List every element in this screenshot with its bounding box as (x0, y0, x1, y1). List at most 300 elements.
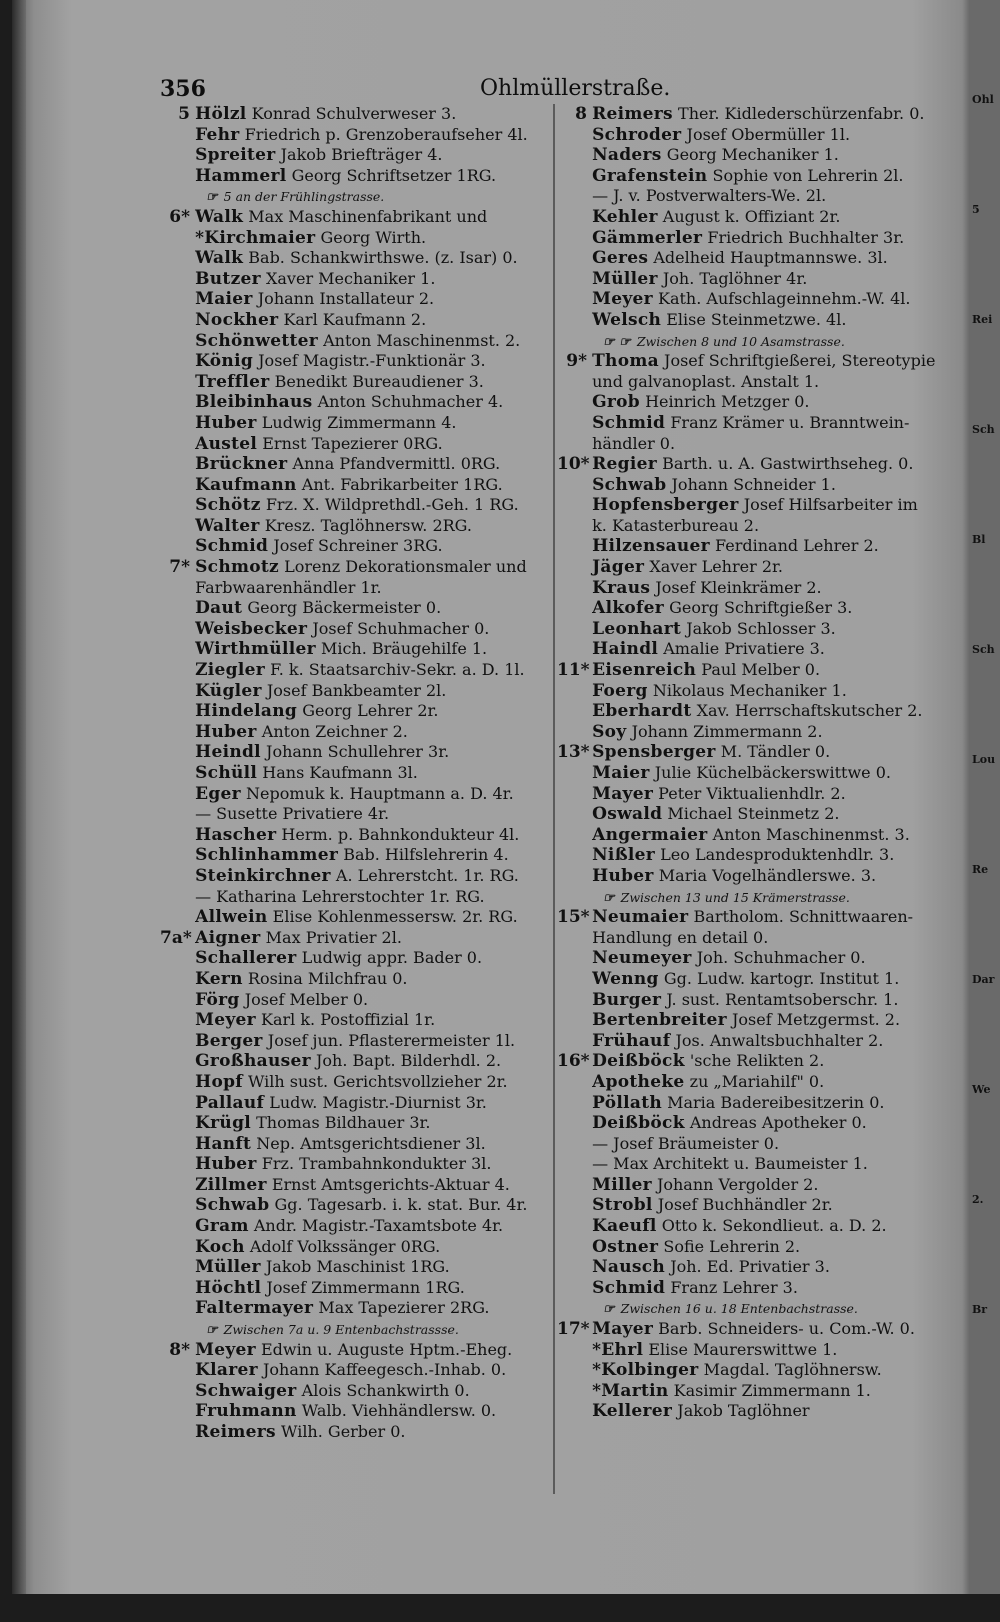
directory-entry (160, 660, 550, 681)
resident-details: Walb. Viehhändlersw. 0. (301, 1401, 497, 1421)
directory-entry (557, 1381, 967, 1402)
margin-fragment: Ohl (972, 93, 994, 106)
resident-surname: Bleibinhaus (195, 392, 313, 413)
resident-details: Mich. Bräugehilfe 1. (320, 639, 488, 659)
resident-surname: Huber (195, 1154, 257, 1175)
resident-details: Friedrich Buchhalter 3r. (707, 227, 905, 247)
resident-surname: Kaufmann (195, 474, 297, 495)
resident-surname: Strobl (592, 1195, 653, 1216)
resident-details: Andreas Apotheker 0. (689, 1113, 867, 1133)
resident-details: Georg Lehrer 2r. (302, 701, 439, 721)
directory-entry (557, 845, 967, 866)
resident-surname: König (195, 351, 254, 372)
directory-entry (160, 887, 550, 908)
resident-surname: Angermaier (592, 824, 708, 845)
resident-surname: Weisbecker (195, 618, 308, 639)
directory-entry (160, 1422, 550, 1443)
directory-entry (557, 742, 967, 763)
resident-surname: Jäger (592, 557, 645, 578)
directory-entry (557, 166, 967, 187)
directory-entry (557, 1134, 967, 1155)
resident-surname: Huber (592, 865, 654, 886)
resident-surname: Kaeufl (592, 1216, 657, 1237)
resident-surname: Huber (195, 721, 257, 742)
directory-entry (160, 413, 550, 434)
resident-surname: Hopf (195, 1071, 243, 1092)
resident-surname: Hindelang (195, 701, 298, 722)
resident-details: Nep. Amtsgerichtsdiener 3l. (256, 1133, 486, 1153)
resident-surname: Regier (592, 454, 657, 475)
directory-entry (160, 681, 550, 702)
street-crossing-note (160, 186, 550, 207)
resident-surname: Großhauser (195, 1051, 311, 1072)
resident-details: händler 0. (592, 433, 676, 453)
directory-entry (160, 1010, 550, 1031)
resident-details: Heinrich Metzger 0. (645, 392, 810, 412)
resident-surname: Neumaier (592, 907, 689, 928)
directory-entry (557, 1010, 967, 1031)
directory-entry (160, 763, 550, 784)
directory-entry (557, 145, 967, 166)
resident-details: Sofie Lehrerin 2. (663, 1236, 801, 1256)
page-number: 356 (160, 76, 206, 102)
column-divider (553, 104, 555, 1494)
resident-details: Elise Steinmetzwe. 4l. (666, 309, 847, 329)
resident-surname: Naders (592, 145, 662, 166)
directory-entry (160, 722, 550, 743)
resident-surname: Grafenstein (592, 165, 708, 186)
directory-entry (160, 825, 550, 846)
house-number: 13* (557, 742, 590, 763)
directory-entry (160, 331, 550, 352)
resident-surname: Allwein (195, 907, 268, 928)
directory-entry (557, 763, 967, 784)
directory-entry (160, 1381, 550, 1402)
resident-details: Joh. Bapt. Bilderhdl. 2. (316, 1051, 502, 1071)
resident-details: Josef jun. Pflasterermeister 1l. (267, 1030, 516, 1050)
directory-entry (160, 598, 550, 619)
resident-surname: Berger (195, 1030, 263, 1051)
directory-entry (160, 804, 550, 825)
resident-details: Georg Wirth. (320, 227, 427, 247)
directory-entry (557, 248, 967, 269)
resident-surname: Hascher (195, 824, 277, 845)
directory-entry (160, 1278, 550, 1299)
note-text: Zwischen 16 u. 18 Entenbachstrasse. (620, 1301, 858, 1317)
pointing-hand-icon: ☞ (206, 190, 218, 206)
resident-details: Leo Landesproduktenhdlr. 3. (660, 845, 895, 865)
directory-entry (557, 1401, 967, 1422)
directory-entry (557, 207, 967, 228)
resident-surname: Gämmerler (592, 227, 703, 248)
margin-fragment: Sch (972, 423, 995, 436)
directory-entry (160, 269, 550, 290)
directory-entry (160, 907, 550, 928)
resident-surname: Neumeyer (592, 948, 692, 969)
directory-entry (160, 639, 550, 660)
resident-details: Edwin u. Auguste Hptm.-Eheg. (260, 1339, 513, 1359)
directory-entry (160, 1175, 550, 1196)
directory-entry (160, 516, 550, 537)
resident-surname: Schmid (592, 412, 666, 433)
directory-entry (160, 1298, 550, 1319)
directory-entry (557, 1031, 967, 1052)
resident-details: Anton Maschinenmst. 2. (323, 330, 521, 350)
directory-entry (160, 351, 550, 372)
adjacent-page-edge (970, 0, 1000, 1594)
directory-entry (160, 784, 550, 805)
resident-details: M. Tändler 0. (720, 742, 831, 762)
resident-details: Ludw. Magistr.-Diurnist 3r. (269, 1092, 487, 1112)
resident-details: Jakob Schlosser 3. (686, 618, 836, 638)
resident-details: Jos. Anwaltsbuchhalter 2. (675, 1030, 884, 1050)
resident-details: — Katharina Lehrerstochter 1r. RG. (195, 886, 485, 906)
resident-surname: Klarer (195, 1360, 258, 1381)
resident-details: Josef Bankbeamter 2l. (266, 680, 447, 700)
resident-surname: Brückner (195, 454, 288, 475)
directory-entry (557, 495, 967, 516)
directory-entry (557, 1175, 967, 1196)
house-number: 7* (169, 557, 190, 578)
resident-details: Adolf Volkssänger 0RG. (249, 1236, 441, 1256)
directory-entry (557, 372, 967, 393)
directory-entry (160, 1093, 550, 1114)
resident-details: Ernst Tapezierer 0RG. (262, 433, 443, 453)
resident-surname: Huber (195, 412, 257, 433)
resident-details: A. Lehrerstcht. 1r. RG. (335, 865, 519, 885)
page-header (160, 76, 970, 104)
resident-surname: Spreiter (195, 145, 276, 166)
resident-details: — J. v. Postverwalters-We. 2l. (592, 186, 827, 206)
directory-entry (557, 1195, 967, 1216)
note-wrapper (557, 334, 845, 349)
directory-entry (557, 1237, 967, 1258)
directory-entry (557, 434, 967, 455)
directory-entry (160, 990, 550, 1011)
resident-details: Anton Maschinenmst. 3. (712, 824, 910, 844)
resident-surname: Soy (592, 721, 627, 742)
left-column (160, 104, 550, 1443)
directory-entry (160, 1113, 550, 1134)
resident-details: Josef Schriftgießerei, Stereotypie (664, 351, 936, 371)
resident-details: Josef Schreiner 3RG. (273, 536, 443, 556)
directory-entry (160, 1340, 550, 1361)
resident-details: Karl k. Postoffizial 1r. (260, 1010, 436, 1030)
resident-details: Kresz. Taglöhnersw. 2RG. (264, 515, 472, 535)
resident-surname: Eberhardt (592, 701, 692, 722)
margin-fragment: We (972, 1083, 991, 1096)
resident-surname: Kern (195, 968, 243, 989)
resident-surname: Zillmer (195, 1174, 267, 1195)
house-number: 8* (169, 1339, 190, 1360)
resident-surname: Koch (195, 1236, 245, 1257)
house-number: 6* (169, 206, 190, 227)
resident-details: Farbwaarenhändler 1r. (195, 577, 382, 597)
resident-details: Johann Schullehrer 3r. (266, 742, 450, 762)
resident-details: Georg Bäckermeister 0. (247, 598, 442, 618)
resident-surname: Gram (195, 1216, 249, 1237)
directory-entry (160, 454, 550, 475)
resident-surname: Foerg (592, 680, 648, 701)
resident-surname: Hammerl (195, 165, 287, 186)
resident-details: Anton Schuhmacher 4. (317, 392, 504, 412)
resident-surname: Miller (592, 1174, 652, 1195)
directory-entry (557, 351, 967, 372)
directory-entry (557, 969, 967, 990)
resident-details: Elise Maurerswittwe 1. (648, 1339, 838, 1359)
resident-surname: Grob (592, 392, 640, 413)
directory-entry (160, 1051, 550, 1072)
margin-fragment: Re (972, 863, 989, 876)
resident-details: Joh. Taglöhner 4r. (662, 268, 808, 288)
directory-entry (557, 392, 967, 413)
resident-details: Adelheid Hauptmannswe. 3l. (653, 248, 888, 268)
resident-surname: Daut (195, 598, 243, 619)
directory-entry (557, 1051, 967, 1072)
note-text: Zwischen 7a u. 9 Entenbachstrassse. (223, 1322, 459, 1338)
resident-details: Georg Schriftgießer 3. (669, 598, 853, 618)
directory-entry (557, 1257, 967, 1278)
directory-entry (557, 1072, 967, 1093)
resident-surname: Kraus (592, 577, 651, 598)
resident-surname: Fruhmann (195, 1401, 297, 1422)
resident-surname: Leonhart (592, 618, 682, 639)
resident-details: F. k. Staatsarchiv-Sekr. a. D. 1l. (270, 660, 525, 680)
directory-entry (557, 948, 967, 969)
directory-entry (557, 784, 967, 805)
directory-entry (160, 207, 550, 228)
resident-surname: Aigner (195, 927, 261, 948)
resident-surname: Fehr (195, 124, 240, 145)
directory-entry (557, 598, 967, 619)
house-number: 11* (557, 660, 590, 681)
directory-entry (557, 578, 967, 599)
resident-surname: Eger (195, 783, 241, 804)
resident-details: Jakob Briefträger 4. (280, 145, 443, 165)
directory-entry (557, 928, 967, 949)
house-number: 17* (557, 1319, 590, 1340)
street-crossing-note (557, 887, 967, 908)
resident-surname: Nockher (195, 309, 279, 330)
resident-surname: Steinkirchner (195, 865, 331, 886)
resident-details: Bab. Hilfslehrerin 4. (343, 845, 509, 865)
resident-surname: Schwab (195, 1195, 270, 1216)
house-number: 7a* (160, 927, 192, 948)
margin-fragment: Sch (972, 643, 995, 656)
resident-surname: Hopfensberger (592, 495, 739, 516)
resident-details: Anna Pfandvermittl. 0RG. (292, 454, 501, 474)
directory-entry (557, 866, 967, 887)
resident-details: Bartholom. Schnittwaaren- (693, 907, 914, 927)
resident-surname: Müller (592, 268, 658, 289)
note-wrapper (557, 1301, 858, 1316)
note-wrapper (160, 189, 384, 204)
resident-surname: Kehler (592, 206, 658, 227)
note-text: Zwischen 13 und 15 Krämerstrasse. (620, 889, 850, 905)
directory-entry (557, 1216, 967, 1237)
directory-entry (160, 1195, 550, 1216)
resident-details: Franz Krämer u. Branntwein- (670, 412, 910, 432)
directory-entry (557, 310, 967, 331)
resident-surname: Kellerer (592, 1401, 673, 1422)
pointing-hand-icon: ☞ (206, 1323, 218, 1339)
resident-details: Xav. Herrschaftskutscher 2. (696, 701, 923, 721)
resident-surname: Geres (592, 248, 649, 269)
resident-surname: Schwab (592, 474, 667, 495)
directory-entry (160, 228, 550, 249)
resident-details: Karl Kaufmann 2. (283, 309, 427, 329)
resident-surname: Burger (592, 989, 662, 1010)
house-number: 16* (557, 1051, 590, 1072)
directory-entry (160, 248, 550, 269)
resident-details: J. sust. Rentamtsoberschr. 1. (666, 989, 899, 1009)
resident-details: Ludwig Zimmermann 4. (261, 412, 457, 432)
directory-entry (557, 1360, 967, 1381)
directory-entry (557, 1113, 967, 1134)
directory-entry (160, 434, 550, 455)
directory-entry (160, 1401, 550, 1422)
resident-details: Nikolaus Mechaniker 1. (652, 680, 847, 700)
resident-details: Kasimir Zimmermann 1. (673, 1380, 871, 1400)
directory-entry (160, 1360, 550, 1381)
resident-details: Max Privatier 2l. (265, 927, 402, 947)
resident-surname: Spensberger (592, 742, 716, 763)
resident-details: Elise Kohlenmessersw. 2r. RG. (272, 907, 518, 927)
resident-surname: Höchtl (195, 1277, 262, 1298)
resident-details: Xaver Lehrer 2r. (649, 557, 783, 577)
directory-entry (160, 310, 550, 331)
resident-surname: Walk (195, 248, 244, 269)
resident-details: Thomas Bildhauer 3r. (256, 1113, 431, 1133)
resident-surname: Deißböck (592, 1051, 685, 1072)
resident-details: Bab. Schankwirthswe. (z. Isar) 0. (248, 248, 518, 268)
pointing-hand-icon: ☞ (603, 890, 615, 906)
resident-details: Josef Zimmermann 1RG. (266, 1277, 465, 1297)
resident-surname: Apotheke (592, 1071, 685, 1092)
resident-details: Johann Kaffeegesch.-Inhab. 0. (262, 1360, 507, 1380)
resident-details: Konrad Schulverweser 3. (251, 104, 457, 123)
resident-surname: Heindl (195, 742, 261, 763)
directory-entry (557, 516, 967, 537)
resident-surname: Treffler (195, 371, 270, 392)
house-number: 5 (178, 104, 190, 124)
resident-details: Ernst Amtsgerichts-Aktuar 4. (271, 1174, 510, 1194)
resident-details: Handlung en detail 0. (592, 927, 769, 947)
resident-details: Andr. Magistr.-Taxamtsbote 4r. (253, 1216, 504, 1236)
directory-entry (160, 928, 550, 949)
resident-surname: Schlinhammer (195, 845, 339, 866)
directory-entry (557, 104, 967, 125)
directory-entry (557, 825, 967, 846)
resident-details: 'sche Relikten 2. (689, 1051, 825, 1071)
resident-surname: Alkofer (592, 598, 665, 619)
resident-surname: Schötz (195, 495, 261, 516)
directory-entry (160, 969, 550, 990)
resident-details: k. Katasterbureau 2. (592, 515, 760, 535)
directory-entry (557, 536, 967, 557)
directory-entry (557, 289, 967, 310)
resident-surname: Wirthmüller (195, 639, 316, 660)
resident-details: Maria Vogelhändlerswe. 3. (658, 865, 877, 885)
resident-surname: Walk (195, 206, 244, 227)
resident-details: Michael Steinmetz 2. (667, 804, 840, 824)
resident-details: Johann Installateur 2. (257, 289, 435, 309)
resident-details: Gg. Ludw. kartogr. Institut 1. (663, 968, 900, 988)
resident-details: Josef Obermüller 1l. (686, 124, 851, 144)
resident-surname: Maier (592, 763, 650, 783)
directory-entry (557, 804, 967, 825)
directory-entry (160, 392, 550, 413)
resident-details: Josef Metzgermst. 2. (732, 1010, 901, 1030)
resident-details: Peter Viktualienhdlr. 2. (658, 783, 846, 803)
resident-details: Wilh sust. Gerichtsvollzieher 2r. (248, 1071, 508, 1091)
resident-details: Nepomuk k. Hauptmann a. D. 4r. (246, 783, 514, 803)
directory-entry (160, 701, 550, 722)
resident-details: Maria Badereibesitzerin 0. (667, 1092, 885, 1112)
note-text: Zwischen 8 und 10 Asamstrasse. (636, 333, 845, 349)
resident-details: Frz. X. Wildprethdl.-Geh. 1 RG. (265, 495, 519, 515)
book-spine (12, 0, 26, 1594)
resident-details: Gg. Tagesarb. i. k. stat. Bur. 4r. (274, 1195, 528, 1215)
directory-entry (557, 475, 967, 496)
directory-entry (160, 1237, 550, 1258)
resident-surname: Krügl (195, 1113, 252, 1134)
directory-entry (160, 372, 550, 393)
directory-entry (557, 454, 967, 475)
resident-surname: Eisenreich (592, 660, 697, 681)
resident-details: August k. Offiziant 2r. (662, 206, 841, 226)
resident-details: Joh. Ed. Privatier 3. (670, 1257, 830, 1277)
resident-details: und galvanoplast. Anstalt 1. (592, 371, 820, 391)
resident-details: Ferdinand Lehrer 2. (715, 536, 879, 556)
house-number: 8 (575, 104, 587, 124)
resident-details: Rosina Milchfrau 0. (247, 968, 408, 988)
house-number: 15* (557, 907, 590, 928)
resident-surname: Schwaiger (195, 1380, 297, 1401)
resident-surname: *Ehrl (592, 1339, 644, 1360)
directory-entry (557, 1154, 967, 1175)
resident-surname: Nausch (592, 1257, 666, 1278)
resident-details: Benedikt Bureaudiener 3. (274, 371, 484, 391)
resident-details: Hans Kaufmann 3l. (262, 763, 418, 782)
directory-entry (160, 166, 550, 187)
margin-fragment: 5 (972, 203, 980, 216)
resident-surname: Frühauf (592, 1030, 671, 1051)
directory-entry (160, 619, 550, 640)
resident-details: Alois Schankwirth 0. (301, 1380, 470, 1400)
resident-details: Barth. u. A. Gastwirthseheg. 0. (662, 454, 914, 474)
resident-details: Ludwig appr. Bader 0. (301, 948, 483, 968)
resident-surname: Oswald (592, 804, 663, 825)
directory-entry (557, 907, 967, 928)
resident-details: Barb. Schneiders- u. Com.-W. 0. (658, 1319, 915, 1339)
directory-entry (160, 495, 550, 516)
resident-details: Georg Mechaniker 1. (666, 145, 839, 165)
directory-entry (557, 269, 967, 290)
resident-surname: Meyer (195, 1010, 256, 1031)
resident-details: Johann Zimmermann 2. (631, 721, 823, 741)
directory-entry (160, 1154, 550, 1175)
street-crossing-note (557, 1298, 967, 1319)
resident-surname: Schmid (195, 536, 269, 557)
running-title: Ohlmüllerstraße. (480, 76, 671, 101)
resident-details: Herm. p. Bahnkondukteur 4l. (281, 824, 520, 844)
resident-surname: Pöllath (592, 1092, 663, 1113)
margin-fragment: 2. (972, 1193, 984, 1206)
resident-surname: Schallerer (195, 948, 297, 969)
resident-surname: Welsch (592, 309, 662, 330)
resident-surname: Kügler (195, 680, 262, 701)
